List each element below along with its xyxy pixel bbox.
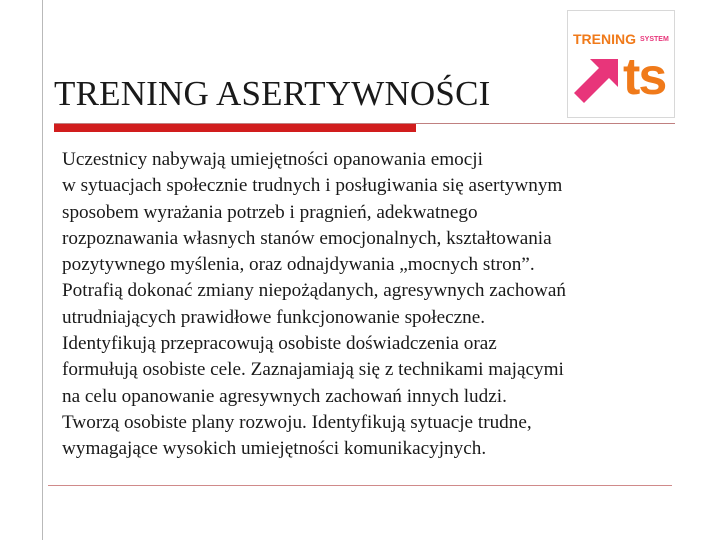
body-line: wymagające wysokich umiejętności komunikacyjnych.	[62, 438, 487, 460]
trening-system-logo	[567, 10, 675, 118]
body-line: na celu opanowanie agresywnych zachowań innych ludzi.	[62, 385, 507, 407]
left-divider-line	[42, 0, 43, 540]
bottom-divider-line	[48, 485, 672, 486]
logo-wordmark: TRENING	[573, 31, 636, 47]
body-line: Uczestnicy nabywają umiejętności opanowania emocji	[62, 149, 483, 170]
body-line: rozpoznawania własnych stanów emocjonalnych, kształtowania	[62, 227, 552, 249]
body-line: Identyfikują przepracowują osobiste doświadczenia oraz	[62, 333, 497, 355]
slide-title: TRENING ASERTYWNOŚCI	[54, 74, 491, 113]
body-line: pozytywnego myślenia, oraz odnajdywania „mocnych stron”.	[62, 254, 535, 276]
body-line: Tworzą osobiste plany rozwoju. Identyfikują sytuacje trudne,	[62, 411, 532, 433]
body-line: utrudniających prawidłowe funkcjonowanie społeczne.	[62, 306, 486, 328]
logo-subtitle: SYSTEM	[640, 36, 669, 43]
body-paragraph	[62, 147, 687, 463]
logo-ts-mark: ts	[623, 48, 666, 106]
arrow-up-right-icon	[572, 55, 622, 105]
body-line: w sytuacjach społecznie trudnych i posługiwania się asertywnym	[62, 175, 563, 197]
title-accent-bar	[54, 124, 416, 132]
body-line: Potrafią dokonać zmiany niepożądanych, agresywnych zachowań	[62, 280, 566, 302]
body-line: formułują osobiste cele. Zaznajamiają się z technikami mającymi	[62, 359, 564, 381]
body-line: sposobem wyrażania potrzeb i pragnień, adekwatnego	[62, 201, 478, 223]
